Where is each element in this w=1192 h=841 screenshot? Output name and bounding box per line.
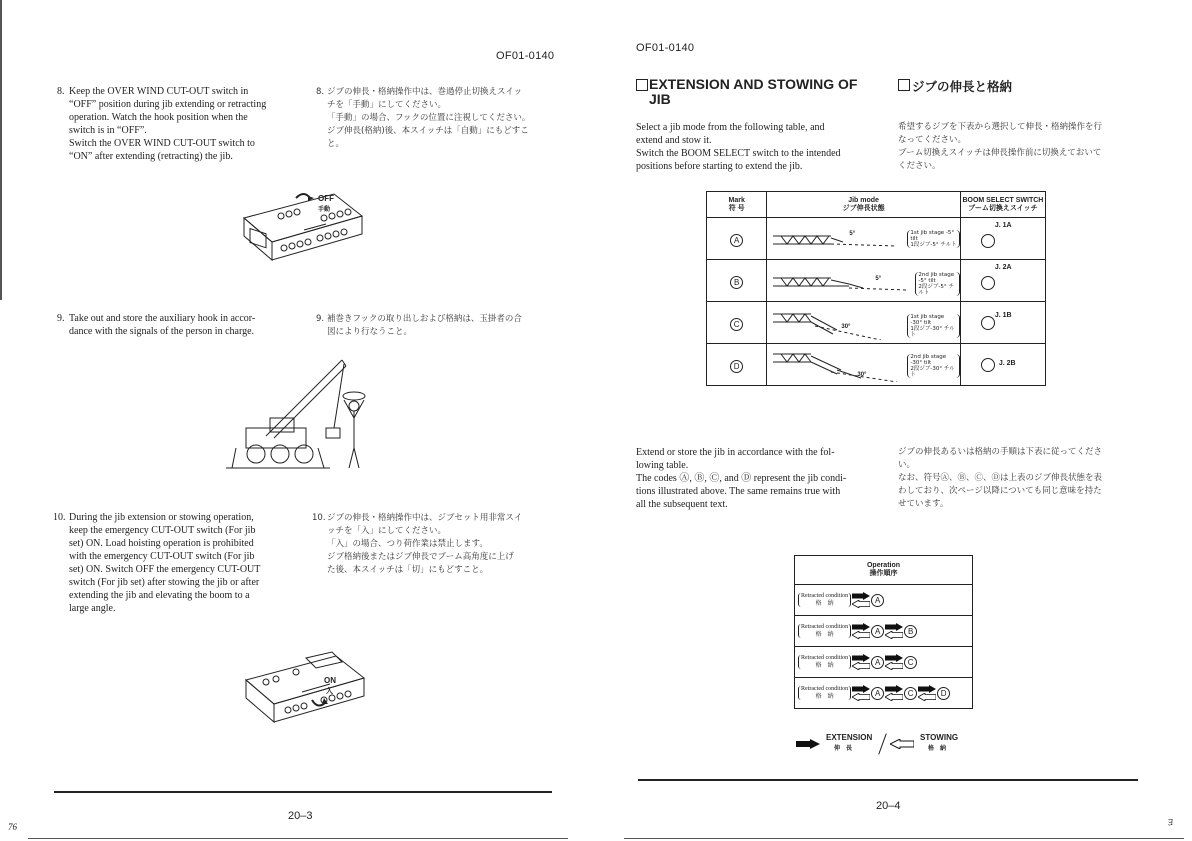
item-8-en: Keep the OVER WIND CUT-OUT switch in “OFF” position during jib extending or retracting operation. Watch the hook position when the switch is in “OFF”. Switch the OVER WIND CUT-OUT switch to “ON” after extending (retracting) the jib. — [69, 86, 267, 162]
jib-diagram-b — [771, 266, 911, 296]
stowing-arrow-icon — [885, 693, 903, 701]
retracted-label-jp: 格 納 — [815, 631, 834, 638]
operation-row — [795, 585, 972, 616]
crane-signal-figure — [226, 356, 372, 474]
stage-jp-a: 1段ジブ-5° チルト — [910, 242, 957, 248]
switch-off-label-jp: 手動 — [318, 206, 331, 213]
stowing-arrow-icon — [852, 600, 870, 608]
retracted-label: Retracted condition — [801, 655, 849, 661]
item-9-en: Take out and store the auxiliary hook in accor- dance with the signals of the person in charge. — [69, 313, 256, 337]
jib-diagram-d — [771, 348, 901, 382]
right-doc-code: OF01-0140 — [636, 42, 695, 54]
jib-mode-table — [706, 191, 1046, 386]
retracted-label: Retracted condition — [801, 593, 849, 599]
left-page-edge — [0, 0, 2, 300]
retracted-label-jp: 格 納 — [815, 662, 834, 669]
stowing-arrow-icon — [852, 693, 870, 701]
extension-arrow-icon — [885, 623, 903, 631]
stage-jp-c: 1段ジブ-30° チルト — [910, 326, 955, 338]
extension-arrow-icon — [852, 592, 870, 600]
item-9-jp: 補巻きフックの取り出しおよび格納は、玉掛者の合 図により行なうこと。 — [327, 314, 522, 337]
title-checkbox — [636, 79, 648, 91]
stage-en-b: 2nd jib stage -5° tilt — [918, 272, 955, 284]
switch-label-d: J. 2B — [998, 360, 1016, 367]
intro-en: Select a jib mode from the following table, and extend and stow it. Switch the BOOM SELECT switch to the intended positions before starting to extend the jib. — [636, 122, 841, 172]
switch-knob-b-icon — [981, 276, 995, 290]
switch-panel-off-figure — [236, 186, 366, 266]
right-margin-mark: ﾖ — [1168, 818, 1173, 829]
operation-mark: C — [904, 656, 917, 669]
switch-panel-on-figure — [238, 646, 368, 728]
operation-row — [795, 678, 972, 708]
left-footer-rule — [54, 791, 552, 793]
operation-mark: C — [904, 687, 917, 700]
mark-header: Mark 符 号 — [707, 192, 767, 218]
angle-a: 5° — [849, 231, 856, 237]
switch-knob-a-icon — [981, 234, 995, 248]
stage-jp-d: 2段ジブ-30° チルト — [910, 366, 955, 378]
item-10-en: During the jib extension or stowing operation, keep the emergency CUT-OUT switch (For jib set) ON. Load hoisting operation is prohibited with the emergency CUT-OUT switch (For jib set) ON. Switch OFF the emergency CUT-OUT switch (For jib set) after stowing the jib or after extending the jib and elevating the boom to a large angle. — [69, 512, 261, 614]
title-checkbox-jp — [898, 79, 910, 91]
retracted-label-jp: 格 納 — [815, 600, 834, 607]
switch-knob-c-icon — [981, 316, 995, 330]
item-9-number: 9. — [57, 313, 65, 324]
stage-jp-b: 2段ジブ-5° チルト — [918, 284, 954, 296]
extension-arrow-icon — [852, 685, 870, 693]
intro-jp: 希望するジブを下表から選択して伸長・格納操作を行 なってください。 ブーム切換えスイッチは伸長操作前に切換えておいて ください。 — [898, 122, 1103, 171]
stowing-label: STOWING — [920, 733, 959, 742]
body-jp: ジブの伸長あるいは格納の手順は下表に従ってくださ い。 なお、符号Ⓐ、Ⓑ、Ⓒ、Ⓓは上表のジブ伸長状態を表 わしており、次ページ以降についても同じ意味を持た せています。 — [898, 447, 1103, 509]
stowing-arrow-icon — [890, 739, 914, 749]
extension-arrow-icon — [852, 623, 870, 631]
jib-diagram-c — [771, 306, 891, 340]
jib-mode-header: Jib mode ジブ伸長状態 — [767, 192, 960, 218]
legend-slash — [878, 733, 886, 754]
section-title-en: EXTENSION AND STOWING OF JIB — [649, 76, 858, 107]
stowing-arrow-icon — [885, 631, 903, 639]
switch-on-label-jp: 入 — [326, 687, 333, 695]
operation-mark: B — [904, 625, 917, 638]
operation-mark: D — [937, 687, 950, 700]
right-page-number: 20–4 — [876, 800, 901, 812]
operation-header: Operation 操作順序 — [795, 556, 972, 585]
table-row — [707, 302, 1046, 344]
jib-diagram-a — [771, 224, 901, 254]
operation-mark: A — [871, 656, 884, 669]
left-margin-mark: 76 — [8, 822, 17, 832]
operation-rows — [795, 585, 972, 708]
switch-off-label: OFF — [318, 194, 334, 203]
switch-knob-d-icon — [981, 358, 995, 372]
operation-mark: A — [871, 594, 884, 607]
operation-mark: A — [871, 687, 884, 700]
body-en: Extend or store the jib in accordance with the fol- lowing table. The codes Ⓐ, Ⓑ, Ⓒ, and Ⓓ represent the jib condi- tions illustrated above. The same remains true with all the subsequent text. — [636, 447, 847, 510]
right-footer-rule — [638, 779, 1138, 781]
operation-row — [795, 647, 972, 678]
item-9-jp-number: 9. — [316, 314, 325, 324]
item-8-number: 8. — [57, 86, 65, 97]
stage-en-d: 2nd jib stage -30° tilt — [910, 354, 947, 366]
left-doc-code: OF01-0140 — [496, 50, 555, 62]
extension-arrow-icon — [885, 685, 903, 693]
mark-b: B — [730, 276, 743, 289]
extension-arrow-icon — [918, 685, 936, 693]
stowing-arrow-icon — [852, 631, 870, 639]
extension-arrow-icon — [796, 739, 820, 749]
item-10-number: 10. — [53, 512, 66, 523]
left-page-number: 20–3 — [288, 810, 313, 822]
angle-b: 5° — [875, 276, 882, 282]
operation-legend — [794, 733, 994, 759]
table-row — [707, 218, 1046, 260]
stowing-label-jp: 格 納 — [928, 745, 947, 752]
item-8-jp-number: 8. — [316, 87, 325, 97]
mark-a: A — [730, 234, 743, 247]
stowing-arrow-icon — [885, 662, 903, 670]
table-row — [707, 260, 1046, 302]
left-page — [0, 0, 590, 841]
extension-arrow-icon — [852, 654, 870, 662]
switch-on-label: ON — [324, 676, 336, 685]
right-bottom-line — [624, 838, 1184, 839]
retracted-label: Retracted condition — [801, 624, 849, 630]
operation-row — [795, 616, 972, 647]
operation-table — [794, 555, 973, 709]
switch-label-b: J. 2A — [994, 264, 1012, 271]
item-10-jp: ジブの伸長・格納操作中は、ジブセット用非常スイ ッチを「入」にしてください。 「入」の場合、つり荷作業は禁止します。 ジブ格納後またはジブ伸長でブーム高角度に上げ た後、本スイッチは「切」にもどすこと。 — [327, 513, 523, 575]
switch-label-c: J. 1B — [994, 312, 1012, 319]
angle-d: 30° — [857, 372, 867, 378]
table-row — [707, 344, 1046, 386]
right-page — [596, 0, 1192, 841]
item-8-jp: ジブの伸長・格納操作中は、巻過停止切換えスイッ チを「手動」にしてください。 「手動」の場合、フックの位置に注視してください。 ジブ伸長(格納)後、本スイッチは「自動」にもどすこ と。 — [327, 87, 531, 149]
retracted-label-jp: 格 納 — [815, 693, 834, 700]
boom-select-header: BOOM SELECT SWITCH ブーム切換えスイッチ — [960, 192, 1045, 218]
left-bottom-line — [28, 838, 568, 839]
mark-c: C — [730, 318, 743, 331]
item-10-jp-number: 10. — [312, 513, 326, 523]
operation-mark: A — [871, 625, 884, 638]
extension-arrow-icon — [885, 654, 903, 662]
retracted-label: Retracted condition — [801, 686, 849, 692]
stowing-arrow-icon — [852, 662, 870, 670]
section-title-jp: ジブの伸長と格納 — [912, 79, 1013, 94]
angle-c: 30° — [841, 324, 851, 330]
stage-en-c: 1st jib stage -30° tilt — [910, 314, 945, 326]
stowing-arrow-icon — [918, 693, 936, 701]
stage-en-a: 1st jib stage -5° tilt — [910, 230, 955, 242]
extension-label: EXTENSION — [826, 733, 873, 742]
extension-label-jp: 伸 長 — [834, 745, 853, 752]
mark-d: D — [730, 360, 743, 373]
switch-label-a: J. 1A — [994, 222, 1012, 229]
